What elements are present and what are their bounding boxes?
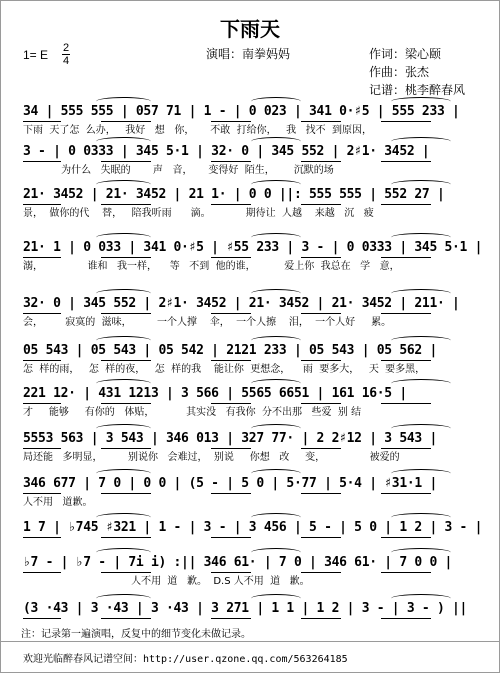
lyric-text: 景， 做你的代 替， 陪我听雨 滴。 期待让 人越 来越 沉 疲 xyxy=(23,208,374,219)
beam-line xyxy=(381,537,431,538)
notation-row xyxy=(1,237,499,297)
slur-arc xyxy=(391,289,451,298)
slur-arc xyxy=(96,548,151,557)
footer-credit: 欢迎光临醉春风记谱空间：http://user.qzone.qq.com/563264185 xyxy=(23,654,348,665)
slur-arc xyxy=(96,424,151,433)
note-text: 32· 0 | 345 552 | 2♯1· 3452 | 21· 3452 | 21· 3452 | 211· | xyxy=(23,296,460,311)
lyricist-credit: 作词：梁心颐 xyxy=(369,47,442,61)
beam-line xyxy=(101,257,151,258)
lyric-line xyxy=(1,406,499,422)
footer-bar xyxy=(1,641,499,673)
beam-line xyxy=(211,403,251,404)
slur-arc xyxy=(391,336,451,345)
slur-arc xyxy=(391,233,451,242)
lyric-line xyxy=(1,451,499,467)
note-text: 1 7 | ♭745 ♯321 | 1 - | 3 - | 3 456 | 5 - | 5 0 | 1 2 | 3 - | xyxy=(23,520,483,535)
time-denominator: 4 xyxy=(62,55,70,67)
beam-line xyxy=(211,360,251,361)
lyric-text: 为什么 失眠的 声 音， 变得好 陌生， 沉默的场 xyxy=(23,165,334,176)
beam-line xyxy=(301,360,341,361)
beam-line xyxy=(301,493,341,494)
lyric-text: 人不用 道歉。 xyxy=(23,497,93,508)
slur-arc xyxy=(251,513,301,522)
lyric-text: 局还能 多明显， 别说你 会难过， 别说 你想 改 变， 被爱的 xyxy=(23,452,400,463)
transcriber-credit: 记谱：桃李醉春风 xyxy=(369,83,466,97)
beam-line xyxy=(381,204,431,205)
slur-arc xyxy=(96,379,151,388)
beam-line xyxy=(211,618,251,619)
slur-arc xyxy=(96,233,151,242)
slur-arc xyxy=(251,548,301,557)
beam-line xyxy=(301,121,341,122)
beam-line xyxy=(23,161,61,162)
beam-line xyxy=(101,403,151,404)
note-text: 21· 1 | 0 033 | 341 0·♯5 | ♯55 233 | 3 - | 0 0333 | 345 5·1 | xyxy=(23,240,483,255)
beam-line xyxy=(301,313,341,314)
beam-line xyxy=(211,121,251,122)
slur-arc xyxy=(391,548,451,557)
slur-arc xyxy=(391,180,451,189)
slur-arc xyxy=(251,233,301,242)
lyric-line xyxy=(1,575,499,591)
beam-line xyxy=(23,448,61,449)
song-title: 下雨天 xyxy=(220,17,280,41)
lyric-text: 会， 寂寞的 滋味， 一个人撑 伞， 一个人擦 泪， 一个人好 累。 xyxy=(23,317,392,328)
beam-line xyxy=(211,448,251,449)
time-signature xyxy=(62,43,70,66)
slur-arc xyxy=(251,594,301,603)
note-text: 346 677 | 7 0 | 0 0 | (5 - | 5 0 | 5·77 | 5·4 | ♯31·1 | xyxy=(23,476,437,491)
beam-line xyxy=(301,204,341,205)
beam-line xyxy=(211,257,251,258)
slur-arc xyxy=(251,180,301,189)
beam-line xyxy=(23,360,61,361)
beam-line xyxy=(101,572,151,573)
beam-line xyxy=(23,313,61,314)
slur-arc xyxy=(96,594,151,603)
beam-line xyxy=(301,448,341,449)
lyric-text: 溺， 谁和 我一样， 等 不到 他的谁， 爱上你 我总在 学 意， xyxy=(23,261,400,272)
note-text: 05 543 | 05 543 | 05 542 | 2121 233 | 05 543 | 05 562 | xyxy=(23,343,437,358)
beam-line xyxy=(23,537,61,538)
transcription-note: 注：记录第一遍演唱，反复中的细节变化未做记录。 xyxy=(21,629,251,640)
time-numerator: 2 xyxy=(62,42,70,54)
beam-line xyxy=(211,572,251,573)
lyric-line xyxy=(1,316,499,332)
slur-arc xyxy=(96,513,151,522)
lyric-line xyxy=(1,164,499,180)
lyric-line xyxy=(1,207,499,223)
slur-arc xyxy=(391,137,451,146)
beam-line xyxy=(23,572,61,573)
lyric-text: 人不用 道 歉。 D.S 人不用 道 歉。 xyxy=(23,576,310,587)
beam-line xyxy=(381,572,431,573)
beam-line xyxy=(101,493,151,494)
key-signature: 1= E xyxy=(23,48,49,62)
beam-line xyxy=(381,313,431,314)
slur-arc xyxy=(251,469,301,478)
slur-arc xyxy=(96,336,151,345)
beam-line xyxy=(101,537,151,538)
note-text: 5553 563 | 3 543 | 346 013 | 327 77· | 2 2♯12 | 3 543 | xyxy=(23,431,437,446)
slur-arc xyxy=(96,180,151,189)
slur-arc xyxy=(251,424,301,433)
slur-arc xyxy=(391,513,451,522)
beam-line xyxy=(301,257,341,258)
note-text: 21· 3452 | 21· 3452 | 21 1· | 0 0 ||: 555 555 | 552 27 | xyxy=(23,187,445,202)
lyric-text: 怎 样的雨， 怎 样的夜， 怎 样的我 能让你 更想念， 雨 要多大， 天 要多黑， xyxy=(23,364,426,375)
beam-line xyxy=(381,618,431,619)
note-text: (3 ·43 | 3 ·43 | 3 ·43 | 3 271 | 1 1 | 1 2 | 3 - | 3 - ) || xyxy=(23,601,468,616)
beam-line xyxy=(301,537,341,538)
beam-line xyxy=(381,403,431,404)
note-text: 3 - | 0 0333 | 345 5·1 | 32· 0 | 345 552 | 2♯1· 3452 | xyxy=(23,144,430,159)
beam-line xyxy=(301,403,341,404)
slur-arc xyxy=(96,469,151,478)
slur-arc xyxy=(251,137,301,146)
slur-arc xyxy=(391,594,451,603)
note-text: ♭7 - | ♭7 - | 7i i) :|| 346 61· | 7 0 | 346 61· | 7 0 0 | xyxy=(23,555,453,570)
beam-line xyxy=(211,204,251,205)
beam-line xyxy=(381,448,431,449)
beam-line xyxy=(23,257,61,258)
beam-line xyxy=(23,403,61,404)
slur-arc xyxy=(391,379,451,388)
slur-arc xyxy=(391,97,451,106)
beam-line xyxy=(301,161,341,162)
slur-arc xyxy=(391,469,451,478)
beam-line xyxy=(301,618,341,619)
beam-line xyxy=(301,572,341,573)
beam-line xyxy=(101,360,151,361)
note-text: 221 12· | 431 1213 | 3 566 | 5565 6651 | 161 16·5 | xyxy=(23,386,407,401)
lyric-text: 才 能够 有你的 体贴， 其实没 有我你 分不出那 些爱 别 结 xyxy=(23,407,362,418)
beam-line xyxy=(381,161,431,162)
lyric-line xyxy=(1,496,499,512)
slur-arc xyxy=(391,424,451,433)
slur-arc xyxy=(96,137,151,146)
slur-arc xyxy=(251,97,301,106)
lyric-text: 下雨 天了怎 么办， 我好 想 你， 不敢 打给你， 我 找不 到原因， xyxy=(23,125,373,136)
beam-line xyxy=(211,537,251,538)
beam-line xyxy=(23,204,61,205)
slur-arc xyxy=(251,379,301,388)
beam-line xyxy=(211,493,251,494)
beam-line xyxy=(381,257,431,258)
beam-line xyxy=(101,161,151,162)
slur-arc xyxy=(96,289,151,298)
slur-arc xyxy=(251,289,301,298)
composer-credit: 作曲：张杰 xyxy=(369,65,430,79)
beam-line xyxy=(211,313,251,314)
beam-line xyxy=(381,493,431,494)
note-text: 34 | 555 555 | 057 71 | 1 - | 0 023 | 341 0·♯5 | 555 233 | xyxy=(23,104,460,119)
beam-line xyxy=(23,121,61,122)
beam-line xyxy=(23,618,61,619)
beam-line xyxy=(101,204,151,205)
beam-line xyxy=(101,618,151,619)
lyric-line xyxy=(1,260,499,276)
singer-credit: 演唱：南拳妈妈 xyxy=(206,47,291,61)
lyric-line xyxy=(1,363,499,379)
beam-line xyxy=(101,121,151,122)
slur-arc xyxy=(96,97,151,106)
beam-line xyxy=(381,121,431,122)
beam-line xyxy=(211,161,251,162)
slur-arc xyxy=(251,336,301,345)
beam-line xyxy=(101,448,151,449)
beam-line xyxy=(23,493,61,494)
beam-line xyxy=(381,360,431,361)
beam-line xyxy=(101,313,151,314)
